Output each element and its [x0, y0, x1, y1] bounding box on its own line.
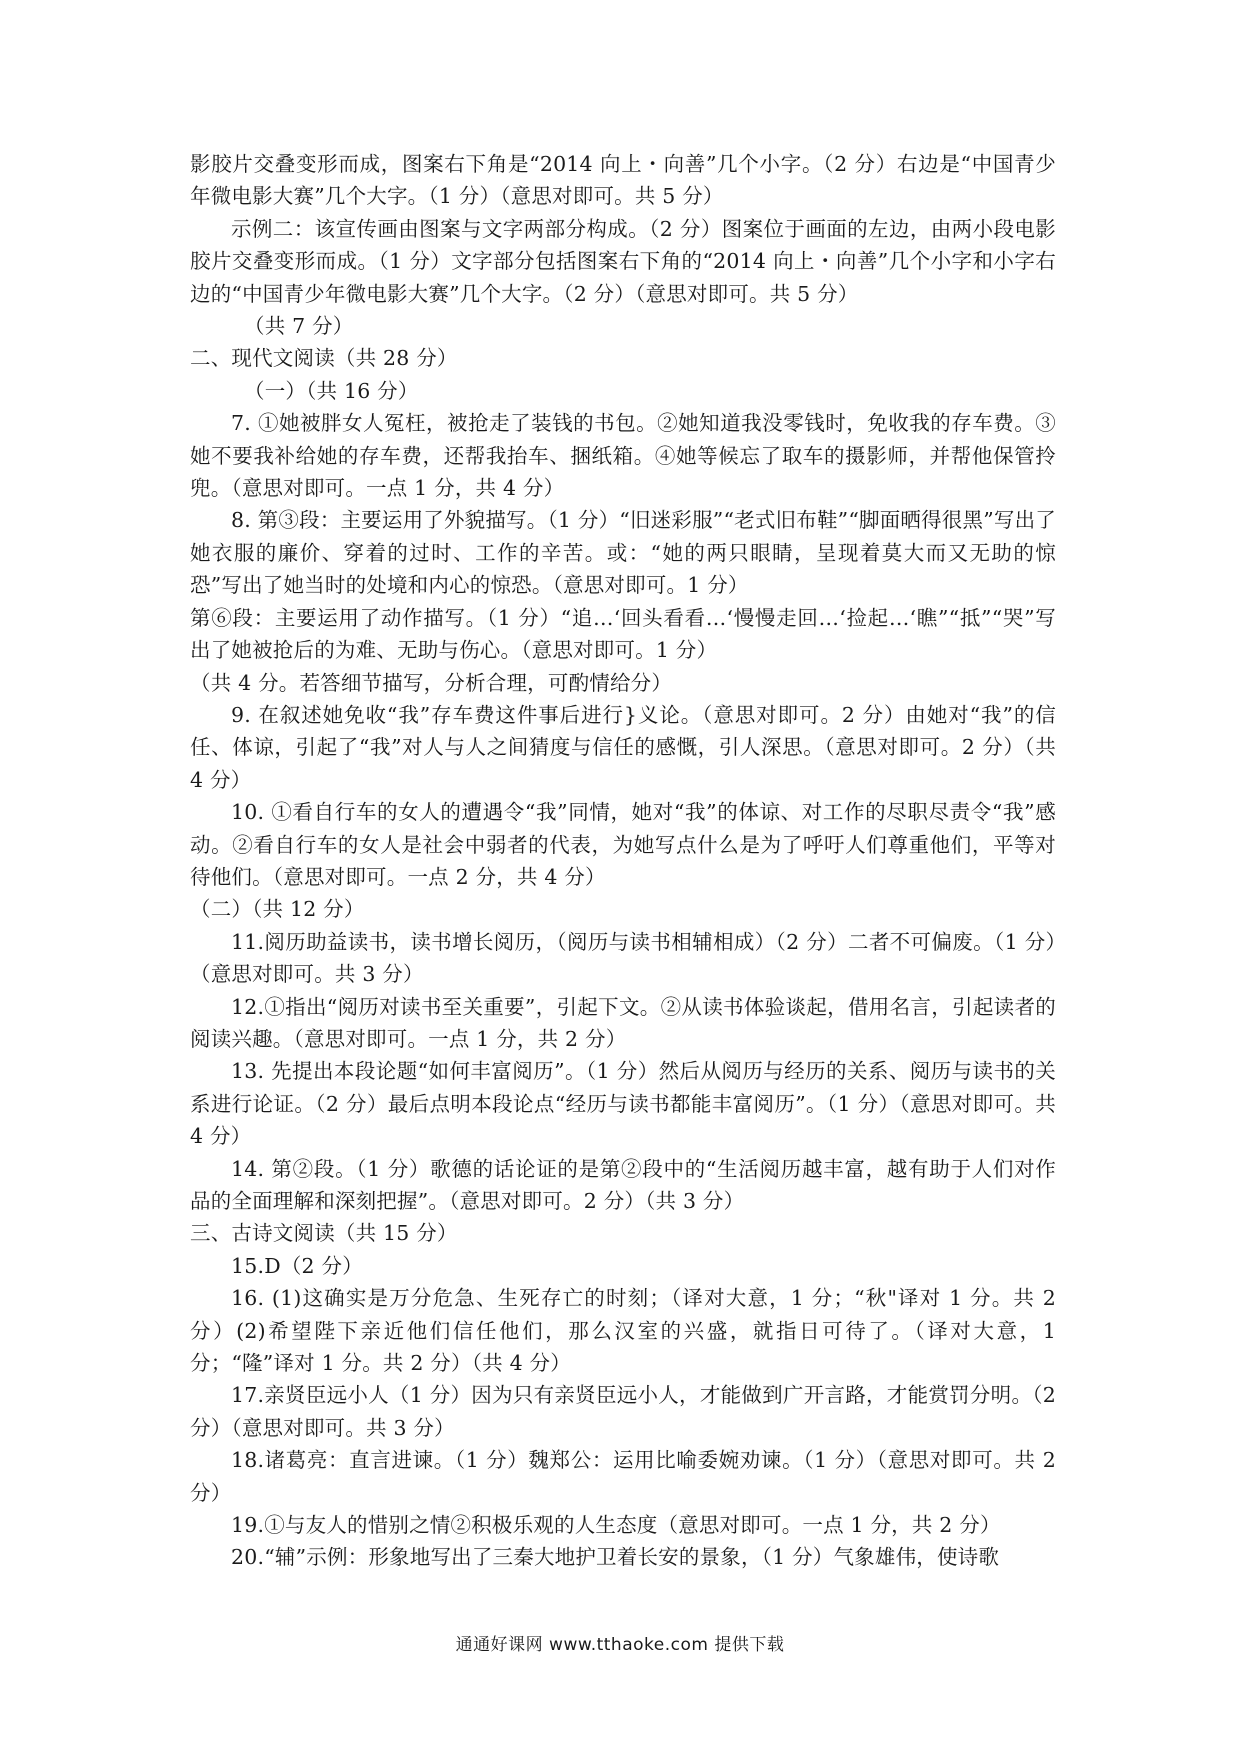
answer-q13: 13. 先提出本段论题“如何丰富阅历”。（1 分）然后从阅历与经历的关系、阅历与读书的关系进行论证。（2 分）最后点明本段论点“经历与读书都能丰富阅历”。（1 分）（意思对即可。共 4 分）	[190, 1059, 1056, 1149]
section-modern-reading: 二、现代文阅读（共 28 分）	[190, 346, 458, 371]
footer-source: 通通好课网 www.tthaoke.com 提供下载	[455, 1635, 785, 1655]
answer-document	[190, 148, 1056, 1574]
answer-q7: 7. ①她被胖女人冤枉，被抢走了装钱的书包。②她知道我没零钱时，免收我的存车费。③她不要我补给她的存车费，还帮我抬车、捆纸箱。④她等候忘了取车的摄影师，并帮他保管拎兜。（意思对即可。一点 1 分，共 4 分）	[190, 411, 1056, 501]
answer-q10: 10. ①看自行车的女人的遭遇令“我”同情，她对“我”的体谅、对工作的尽职尽责令“我”感动。②看自行车的女人是社会中弱者的代表，为她写点什么是为了呼吁人们尊重他们，平等对待他们。（意思对即可。一点 2 分，共 4 分）	[190, 800, 1056, 889]
answer-q18: 18.诸葛亮：直言进谏。（1 分）魏郑公：运用比喻委婉劝谏。（1 分）（意思对即可。共 2 分）	[190, 1448, 1056, 1505]
answer-q20: 20.“辅”示例：形象地写出了三秦大地护卫着长安的景象，（1 分）气象雄伟，使诗歌	[231, 1545, 1000, 1570]
paragraph-example-two: 示例二：该宣传画由图案与文字两部分构成。（2 分）图案位于画面的左边，由两小段电影胶片交叠变形而成。（1 分）文字部分包括图案右下角的“2014 向上・向善”几个小字和小字右边的“中国青少年微电影大赛”几个大字。（2 分）（意思对即可。共 5 分）	[190, 216, 1056, 306]
answer-q14: 14. 第②段。（1 分）歌德的话论证的是第②段中的“生活阅历越丰富，越有助于人们对作品的全面理解和深刻把握”。（意思对即可。2 分）（共 3 分）	[190, 1156, 1056, 1213]
answer-q19: 19.①与友人的惜别之情②积极乐观的人生态度（意思对即可。一点 1 分，共 2 分）	[231, 1513, 1001, 1538]
subsection-one: （一）（共 16 分）	[244, 378, 419, 403]
answer-q17: 17.亲贤臣远小人（1 分）因为只有亲贤臣远小人，才能做到广开言路，才能赏罚分明。（2 分）（意思对即可。共 3 分）	[190, 1383, 1056, 1440]
paragraph-p1: 影胶片交叠变形而成，图案右下角是“2014 向上・向善”几个小字。（2 分）右边是“中国青少年微电影大赛”几个大字。（1 分）（意思对即可。共 5 分）	[190, 152, 1056, 209]
answer-q8-c: （共 4 分。若答细节描写，分析合理，可酌情给分）	[190, 670, 673, 695]
answer-q8-a: 8. 第③段：主要运用了外貌描写。（1 分）“旧迷彩服”“老式旧布鞋”“脚面晒得很黑”写出了她衣服的廉价、穿着的过时、工作的辛苦。或：“她的两只眼睛，呈现着莫大而又无助的惊恐”写出了她当时的处境和内心的惊恐。（意思对即可。1 分）	[190, 508, 1056, 598]
answer-q16: 16. (1)这确实是万分危急、生死存亡的时刻；（译对大意，1 分；“秋"译对 1 分。共 2 分）(2)希望陛下亲近他们信任他们，那么汉室的兴盛，就指日可待了。（译对大意，1 分；“隆”译对 1 分。共 2 分）（共 4 分）	[190, 1286, 1056, 1376]
section-classical-reading: 三、古诗文阅读（共 15 分）	[190, 1221, 458, 1246]
subsection-two: （二）（共 12 分）	[190, 897, 365, 922]
answer-q8-b: 第⑥段：主要运用了动作描写。（1 分）“追…‘回头看看…‘慢慢走回…‘捡起…‘瞧”“抵”“哭”写出了她被抢后的为难、无助与伤心。（意思对即可。1 分）	[190, 605, 1056, 663]
total-7: （共 7 分）	[244, 314, 354, 339]
answer-q9: 9. 在叙述她免收“我”存车费这件事后进行}义论。（意思对即可。2 分）由她对“我”的信任、体谅，引起了“我”对人与人之间猜度与信任的感慨，引人深思。（意思对即可。2 分）（共 4 分）	[190, 702, 1056, 792]
answer-q12: 12.①指出“阅历对读书至关重要”，引起下文。②从读书体验谈起，借用名言，引起读者的阅读兴趣。（意思对即可。一点 1 分，共 2 分）	[190, 994, 1056, 1051]
answer-q15: 15.D（2 分）	[231, 1253, 363, 1278]
answer-q11: 11.阅历助益读书，读书增长阅历，（阅历与读书相辅相成）（2 分）二者不可偏废。（1 分）（意思对即可。共 3 分）	[190, 929, 1056, 987]
